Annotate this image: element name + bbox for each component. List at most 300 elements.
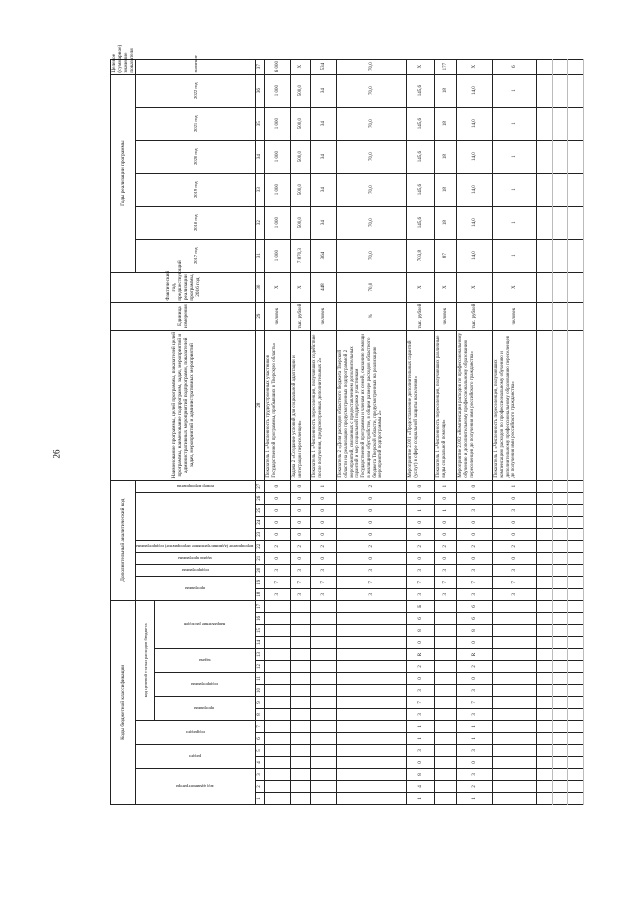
- row-fact-value: X: [265, 272, 291, 302]
- column-number: 32: [256, 206, 265, 239]
- code-digit: [337, 625, 407, 637]
- column-number: 15: [256, 625, 265, 637]
- year-value: 1: [493, 173, 537, 206]
- empty-cell: [552, 588, 568, 600]
- code-digit: 0: [407, 492, 435, 504]
- code-digit: 3: [493, 588, 537, 600]
- code-digit: 0: [311, 528, 337, 540]
- code-digit: 2: [457, 781, 493, 793]
- row-name: Задача 2 «Создание условий для социальной адаптации и интеграции переселенцев»: [291, 330, 311, 480]
- code-digit: [435, 649, 457, 661]
- column-number: 25: [256, 504, 265, 516]
- empty-cell: [537, 793, 553, 805]
- empty-cell: [568, 504, 584, 516]
- code-digit: 7: [337, 576, 407, 588]
- table-row: [291, 59, 311, 804]
- code-digit: [311, 769, 337, 781]
- empty-cell: [552, 697, 568, 709]
- code-digit: [337, 673, 407, 685]
- code-digit: 3: [457, 709, 493, 721]
- empty-cell: [568, 552, 584, 564]
- code-digit: 3: [337, 588, 407, 600]
- code-digit: [311, 697, 337, 709]
- code-digit: [265, 697, 291, 709]
- code-digit: 2: [337, 540, 407, 552]
- code-digit: 3: [457, 588, 493, 600]
- target-article-header: код целевой статьи расходов бюджета: [136, 600, 155, 720]
- code-digit: 0: [311, 492, 337, 504]
- code-digit: 3: [291, 564, 311, 576]
- empty-cell: [568, 239, 584, 272]
- code-digit: [265, 600, 291, 612]
- empty-cell: [552, 528, 568, 540]
- code-digit: [493, 600, 537, 612]
- code-digit: [435, 733, 457, 745]
- empty-cell: [537, 661, 553, 673]
- code-digit: [291, 649, 311, 661]
- code-digit: 0: [435, 516, 457, 528]
- empty-cell: [552, 239, 568, 272]
- year-2019-header: 2019 год: [136, 173, 256, 206]
- code-digit: [265, 793, 291, 805]
- task-code-header: задача программы: [136, 552, 256, 564]
- code-digit: 0: [291, 504, 311, 516]
- code-digit: [291, 613, 311, 625]
- year-value: 500,0: [291, 173, 311, 206]
- code-digit: [435, 673, 457, 685]
- empty-cell: [568, 673, 584, 685]
- column-number: 26: [256, 492, 265, 504]
- target-value: X: [291, 59, 311, 74]
- empty-cell: [568, 140, 584, 173]
- column-number: 21: [256, 552, 265, 564]
- code-digit: 2: [493, 540, 537, 552]
- empty-cell: [568, 480, 584, 492]
- code-digit: 0: [457, 757, 493, 769]
- code-digit: 3: [407, 564, 435, 576]
- year-value: 1: [493, 107, 537, 140]
- column-number: 20: [256, 564, 265, 576]
- code-digit: 0: [457, 492, 493, 504]
- code-digit: [265, 673, 291, 685]
- empty-cell: [537, 576, 553, 588]
- row-fact-value: 448: [311, 272, 337, 302]
- year-value: 1 000: [265, 74, 291, 107]
- column-number: 11: [256, 673, 265, 685]
- code-digit: 0: [407, 637, 435, 649]
- code-digit: [493, 661, 537, 673]
- row-name: Показатель 2 «Доля расходов областного бюджета Тверской области на реализацию предусмотренных подпрограммой 2 мероприятий, связанных с предоставлением дополнительных гарантий и мер социальной поддержки участникам Государственной программы и членам их семей, оказанию помощи в жилищном обустройстве, в общем размере расходов областного бюджета Тверской области, предусмотренных на реализацию мероприятий подпрограммы 2»: [337, 330, 407, 480]
- code-digit: 0: [291, 480, 311, 492]
- code-digit: 6: [407, 613, 435, 625]
- column-number: 16: [256, 613, 265, 625]
- empty-cell: [537, 206, 553, 239]
- row-unit: тыс. рублей: [407, 302, 435, 330]
- code-digit: 0: [265, 492, 291, 504]
- code-digit: 0: [493, 528, 537, 540]
- empty-cell: [568, 492, 584, 504]
- empty-cell: [537, 107, 553, 140]
- row-unit: человек: [265, 302, 291, 330]
- code-digit: 0: [457, 552, 493, 564]
- column-number: 3: [256, 769, 265, 781]
- year-value: 500,0: [291, 74, 311, 107]
- code-digit: [265, 769, 291, 781]
- table-row: [407, 59, 435, 804]
- empty-cell: [568, 685, 584, 697]
- year-value: 34: [311, 140, 337, 173]
- year-2022-header: 2022 год: [136, 74, 256, 107]
- code-digit: 7: [291, 576, 311, 588]
- empty-cell: [537, 173, 553, 206]
- page-number: 26: [51, 449, 62, 459]
- empty-cell: [552, 302, 568, 330]
- code-digit: 1: [493, 480, 537, 492]
- year-value: 14,0: [457, 239, 493, 272]
- column-number: 8: [256, 709, 265, 721]
- year-value: 1: [493, 140, 537, 173]
- code-digit: 0: [265, 552, 291, 564]
- code-digit: 2: [407, 540, 435, 552]
- empty-cell: [537, 504, 553, 516]
- code-digit: [265, 637, 291, 649]
- code-digit: 0: [337, 552, 407, 564]
- name-column-header: Наименование программы, целей программы, показателей целей программы, наименование подпрограмм, задач, мероприятий и административных мероприятий подпрограмм, показателей задач, мероприятий и административных мероприятий: [111, 330, 256, 480]
- year-value: 18: [435, 107, 457, 140]
- code-digit: 8: [407, 769, 435, 781]
- code-digit: [337, 757, 407, 769]
- code-digit: [311, 733, 337, 745]
- year-value: 145,6: [407, 173, 435, 206]
- row-unit: тыс. рублей: [291, 302, 311, 330]
- code-digit: 0: [291, 528, 311, 540]
- code-digit: 0: [265, 528, 291, 540]
- code-digit: [435, 793, 457, 805]
- program-code-header: программа: [136, 576, 256, 600]
- empty-cell: [552, 781, 568, 793]
- target-value: 534: [311, 59, 337, 74]
- code-digit: 0: [311, 504, 337, 516]
- code-digit: 0: [435, 552, 457, 564]
- empty-cell: [537, 516, 553, 528]
- code-digit: 0: [493, 516, 537, 528]
- year-value: 1: [493, 239, 537, 272]
- column-number: 6: [256, 733, 265, 745]
- target-value: X: [457, 59, 493, 74]
- code-digit: 0: [457, 673, 493, 685]
- year-value: 1: [493, 206, 537, 239]
- row-name: Показатель 1 «Численность переселенцев, получивших компенсацию расходов по профессиональному обучению и дополнительному профессиональному образованию переселенцев до получения ими российского гражданства»: [493, 330, 537, 480]
- code-digit: [291, 600, 311, 612]
- code-digit: 3: [311, 588, 337, 600]
- code-digit: [493, 625, 537, 637]
- empty-cell: [537, 492, 553, 504]
- empty-row: [537, 59, 553, 804]
- year-value: 18: [435, 173, 457, 206]
- target-group-header: Целевое (суммарное) значение показателя: [111, 44, 136, 73]
- column-number: 4: [256, 757, 265, 769]
- empty-cell: [552, 540, 568, 552]
- column-number: 30: [256, 272, 265, 302]
- code-digit: [291, 661, 311, 673]
- code-digit: R: [407, 649, 435, 661]
- row-name: Мероприятие 2.001 «Предоставление дополнительных гарантий (услуг) в сфере социальной защиты населения»: [407, 330, 435, 480]
- section-header: раздел: [136, 745, 256, 769]
- year-value: 500,0: [291, 206, 311, 239]
- code-digit: [291, 637, 311, 649]
- empty-cell: [568, 59, 584, 74]
- empty-cell: [568, 516, 584, 528]
- empty-cell: [537, 613, 553, 625]
- code-digit: [265, 757, 291, 769]
- code-digit: [311, 661, 337, 673]
- year-2020-header: 2020 год: [136, 140, 256, 173]
- empty-cell: [568, 769, 584, 781]
- empty-cell: [552, 59, 568, 74]
- additional-codes-header: Дополнительный аналитический код: [111, 480, 136, 600]
- code-digit: 0: [291, 516, 311, 528]
- code-digit: [493, 769, 537, 781]
- empty-cell: [552, 757, 568, 769]
- column-number: 12: [256, 661, 265, 673]
- code-digit: [337, 793, 407, 805]
- code-digit: [493, 649, 537, 661]
- year-value: 70,0: [337, 74, 407, 107]
- code-digit: 3: [265, 588, 291, 600]
- code-digit: 1: [407, 733, 435, 745]
- year-value: 703,8: [407, 239, 435, 272]
- table-row: [311, 59, 337, 804]
- empty-cell: [537, 74, 553, 107]
- empty-cell: [537, 140, 553, 173]
- code-digit: R: [457, 649, 493, 661]
- column-number: 17: [256, 600, 265, 612]
- target-value: 6 000: [265, 59, 291, 74]
- year-value: 14,0: [457, 74, 493, 107]
- code-digit: 3: [407, 588, 435, 600]
- column-number: 5: [256, 745, 265, 757]
- code-digit: 1: [407, 721, 435, 733]
- row-name: Показатель 1 «Численность переселенцев, получивших различные виды социальной помощи»: [435, 330, 457, 480]
- empty-cell: [537, 769, 553, 781]
- empty-cell: [552, 492, 568, 504]
- column-number: 34: [256, 140, 265, 173]
- empty-cell: [537, 757, 553, 769]
- empty-cell: [552, 107, 568, 140]
- year-value: 145,6: [407, 140, 435, 173]
- code-digit: 2: [435, 540, 457, 552]
- column-number: 29: [256, 302, 265, 330]
- empty-cell: [537, 709, 553, 721]
- code-digit: 3: [457, 769, 493, 781]
- column-number: 27: [256, 480, 265, 492]
- row-unit: человек: [435, 302, 457, 330]
- code-digit: [291, 709, 311, 721]
- empty-cell: [552, 600, 568, 612]
- code-digit: 0: [493, 552, 537, 564]
- target-value: 70,0: [337, 59, 407, 74]
- code-digit: 0: [265, 504, 291, 516]
- empty-cell: [568, 330, 584, 480]
- code-digit: [265, 625, 291, 637]
- target-value: X: [407, 59, 435, 74]
- empty-cell: [568, 528, 584, 540]
- row-name: Показатель 1 «Численность трудоустроенных участников Государственной программы, прибывших в Тверскую область»: [265, 330, 291, 480]
- code-digit: 3: [407, 685, 435, 697]
- year-2021-header: 2021 год: [136, 107, 256, 140]
- empty-cell: [552, 206, 568, 239]
- code-digit: 0: [407, 673, 435, 685]
- code-digit: 0: [291, 552, 311, 564]
- empty-cell: [552, 564, 568, 576]
- code-digit: 2: [291, 540, 311, 552]
- code-digit: [291, 697, 311, 709]
- empty-cell: [568, 625, 584, 637]
- table-body: [265, 59, 584, 804]
- expense-direction-header: направление расходов: [155, 600, 256, 648]
- code-digit: 3: [337, 564, 407, 576]
- empty-cell: [537, 637, 553, 649]
- code-digit: 1: [457, 793, 493, 805]
- empty-cell: [552, 330, 568, 480]
- code-digit: [291, 733, 311, 745]
- empty-cell: [552, 745, 568, 757]
- subprogram-code-header: подпрограмма: [136, 564, 256, 576]
- code-digit: 0: [407, 757, 435, 769]
- code-digit: [337, 721, 407, 733]
- code-digit: 0: [337, 516, 407, 528]
- empty-cell: [568, 302, 584, 330]
- code-digit: 3: [265, 564, 291, 576]
- code-digit: 0: [407, 528, 435, 540]
- empty-cell: [537, 733, 553, 745]
- row-name: Показатель 1 «Численность переселенцев, получивших содействие после получения, предусмотренных дополнительных 2»: [311, 330, 337, 480]
- column-number: 7: [256, 721, 265, 733]
- subsection-header: подраздел: [136, 721, 256, 745]
- empty-cell: [568, 637, 584, 649]
- empty-cell: [552, 673, 568, 685]
- admin-code-header: код администратора: [136, 769, 256, 805]
- empty-cell: [552, 661, 568, 673]
- code-digit: 0: [311, 552, 337, 564]
- code-digit: 0: [493, 492, 537, 504]
- activity-number-header: номер мероприятия: [136, 480, 256, 492]
- empty-cell: [568, 649, 584, 661]
- empty-cell: [568, 600, 584, 612]
- code-digit: [337, 781, 407, 793]
- code-digit: [291, 769, 311, 781]
- code-digit: [291, 721, 311, 733]
- code-digit: [337, 685, 407, 697]
- code-digit: 7: [493, 576, 537, 588]
- year-value: 18: [435, 74, 457, 107]
- code-digit: 1: [311, 480, 337, 492]
- column-number: 13: [256, 649, 265, 661]
- code-digit: [311, 600, 337, 612]
- column-number: 14: [256, 637, 265, 649]
- row-fact-value: X: [457, 272, 493, 302]
- column-number: 22: [256, 540, 265, 552]
- code-digit: 3: [435, 588, 457, 600]
- unit-column-header: Единица измерения: [111, 302, 256, 330]
- empty-cell: [537, 540, 553, 552]
- year-2017-header: 2017 год: [136, 239, 256, 272]
- code-digit: 3: [493, 504, 537, 516]
- code-digit: 7: [457, 697, 493, 709]
- empty-cell: [568, 206, 584, 239]
- code-digit: 0: [457, 528, 493, 540]
- column-number: 37: [256, 59, 265, 74]
- code-digit: 1: [435, 480, 457, 492]
- code-digit: 3: [311, 564, 337, 576]
- empty-cell: [552, 625, 568, 637]
- code-digit: [435, 769, 457, 781]
- code-digit: [337, 637, 407, 649]
- empty-cell: [537, 239, 553, 272]
- target-value: 6: [493, 59, 537, 74]
- empty-cell: [552, 140, 568, 173]
- year-value: 34: [311, 74, 337, 107]
- code-digit: [311, 709, 337, 721]
- code-digit: [435, 625, 457, 637]
- year-value: 1 000: [265, 206, 291, 239]
- code-digit: [265, 685, 291, 697]
- column-number: 9: [256, 697, 265, 709]
- empty-cell: [568, 757, 584, 769]
- code-digit: 7: [457, 576, 493, 588]
- year-value: 18: [435, 206, 457, 239]
- code-digit: [311, 637, 337, 649]
- empty-cell: [537, 649, 553, 661]
- empty-cell: [537, 781, 553, 793]
- row-name: Мероприятие 2.002 «Компенсация расходов по профессиональному обучению и дополнительному профессиональному образованию переселенцев до получения ими российского гражданства»: [457, 330, 493, 480]
- code-digit: [291, 745, 311, 757]
- year-value: 1 000: [265, 107, 291, 140]
- column-number: 24: [256, 516, 265, 528]
- row-unit: человек: [311, 302, 337, 330]
- code-digit: [493, 637, 537, 649]
- code-digit: [265, 709, 291, 721]
- code-digit: 3: [291, 588, 311, 600]
- target-value: 177: [435, 59, 457, 74]
- code-digit: 1: [407, 793, 435, 805]
- empty-cell: [568, 721, 584, 733]
- year-value: 1 000: [265, 173, 291, 206]
- year-value: 7 870,3: [291, 239, 311, 272]
- code-digit: [435, 613, 457, 625]
- column-number: 36: [256, 74, 265, 107]
- empty-cell: [568, 564, 584, 576]
- code-digit: 0: [337, 504, 407, 516]
- empty-cell: [537, 697, 553, 709]
- code-digit: [337, 697, 407, 709]
- code-digit: [311, 649, 337, 661]
- code-digit: [435, 745, 457, 757]
- empty-cell: [568, 733, 584, 745]
- code-digit: [291, 673, 311, 685]
- year-value: 1 000: [265, 140, 291, 173]
- code-digit: [337, 733, 407, 745]
- year-value: 18: [435, 140, 457, 173]
- code-digit: 0: [337, 528, 407, 540]
- empty-cell: [568, 576, 584, 588]
- code-digit: [291, 781, 311, 793]
- year-value: 14,0: [457, 206, 493, 239]
- empty-cell: [552, 516, 568, 528]
- code-digit: 0: [457, 480, 493, 492]
- code-digit: 2: [457, 661, 493, 673]
- year-value: 70,0: [337, 107, 407, 140]
